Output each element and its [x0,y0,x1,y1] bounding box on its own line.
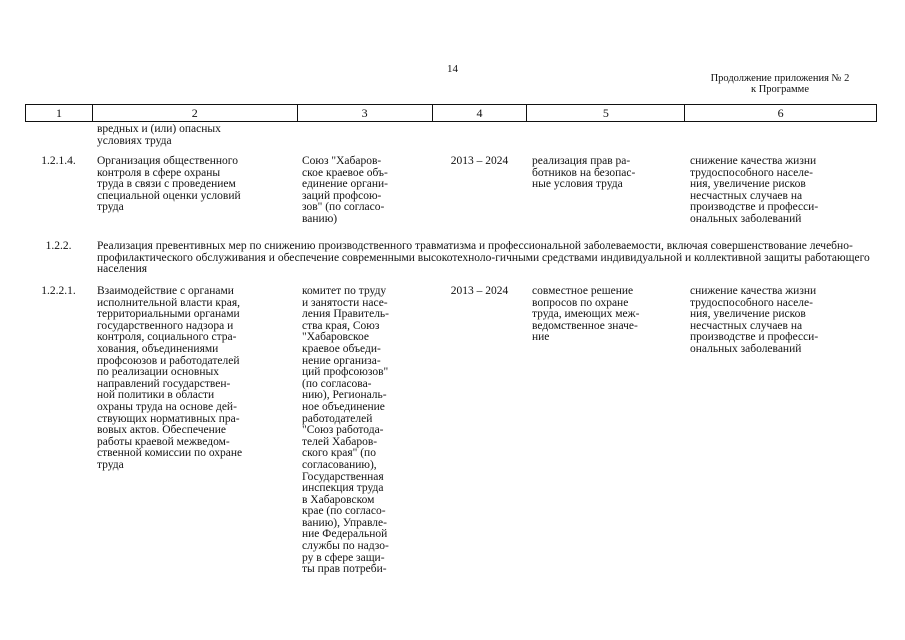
row-item-executor: Союз "Хабаров- ское краевое объ- единение органи- заций профсою- зов" (по согласо- ванию) [302,155,388,225]
row-item-consequence: снижение качества жизни трудоспособного населе- ния, увеличение рисков несчастных случаев на производстве и професси- ональных заболеваний [690,155,819,225]
row-item-description: Взаимодействие с органами исполнительной власти края, территориальными органами государственного надзора и контроля, социального стра- хования, объединениями профсоюзов и работодателей по реализации основных направлений государствен- ной политики в области охраны труда на основе дей- ствующих нормативных пра- вовых актов. Обеспечение работы краевой межведом- ственной комиссии по охране труда [97,285,243,471]
row-item-consequence: снижение качества жизни трудоспособного населе- ния, увеличение рисков несчастных случаев на производстве и професси- ональных заболеваний [690,285,819,355]
header-col-2: 2 [93,105,298,121]
header-col-5: 5 [527,105,685,121]
row-item-result: совместное решение вопросов по охране труда, имеющих меж- ведомственное значе- ние [532,285,640,344]
header-col-1: 1 [26,105,93,121]
row-item-number: 1.2.1.4. [41,155,76,167]
header-col-6: 6 [685,105,877,121]
row-item-number: 1.2.2.1. [41,285,76,297]
appendix-continuation-note: Продолжение приложения № 2 к Программе [710,73,850,95]
row-item-result: реализация прав ра- ботников на безопас- ные условия труда [532,155,636,191]
row-item-executor: комитет по труду и занятости насе- ления Правитель- ства края, Союз "Хабаровское краевое объеди- нение организа- ций профсоюзов" (по согласова- нию), Региональ- ное объединение работодателей "Союз работода- телей Хабаров- ского края" (по согласованию), Государственная инспекция труда в Хабаровском крае (по согласо- ванию), Управле- ние Федеральной службы по надзо- ру в сфере защи- ты прав потреби- [302,285,390,576]
header-col-4: 4 [433,105,528,121]
table-header [25,104,877,122]
section-number: 1.2.2. [45,240,72,252]
page-number: 14 [447,63,458,75]
row-item-period: 2013 – 2024 [450,155,509,167]
row-continuation-description: вредных и (или) опасных условиях труда [97,123,221,147]
header-col-3: 3 [298,105,433,121]
section-title: Реализация превентивных мер по снижению производственного травматизма и профессиональной заболеваемости, включая совершенствование лечебно-профилактического обслуживания и обеспечение современными высокотехноло-гичными средствами индивидуальной и коллективной защиты работающего населения [97,240,870,276]
row-item-period: 2013 – 2024 [450,285,509,297]
row-item-description: Организация общественного контроля в сфере охраны труда в связи с проведением специальной оценки условий труда [97,155,241,214]
